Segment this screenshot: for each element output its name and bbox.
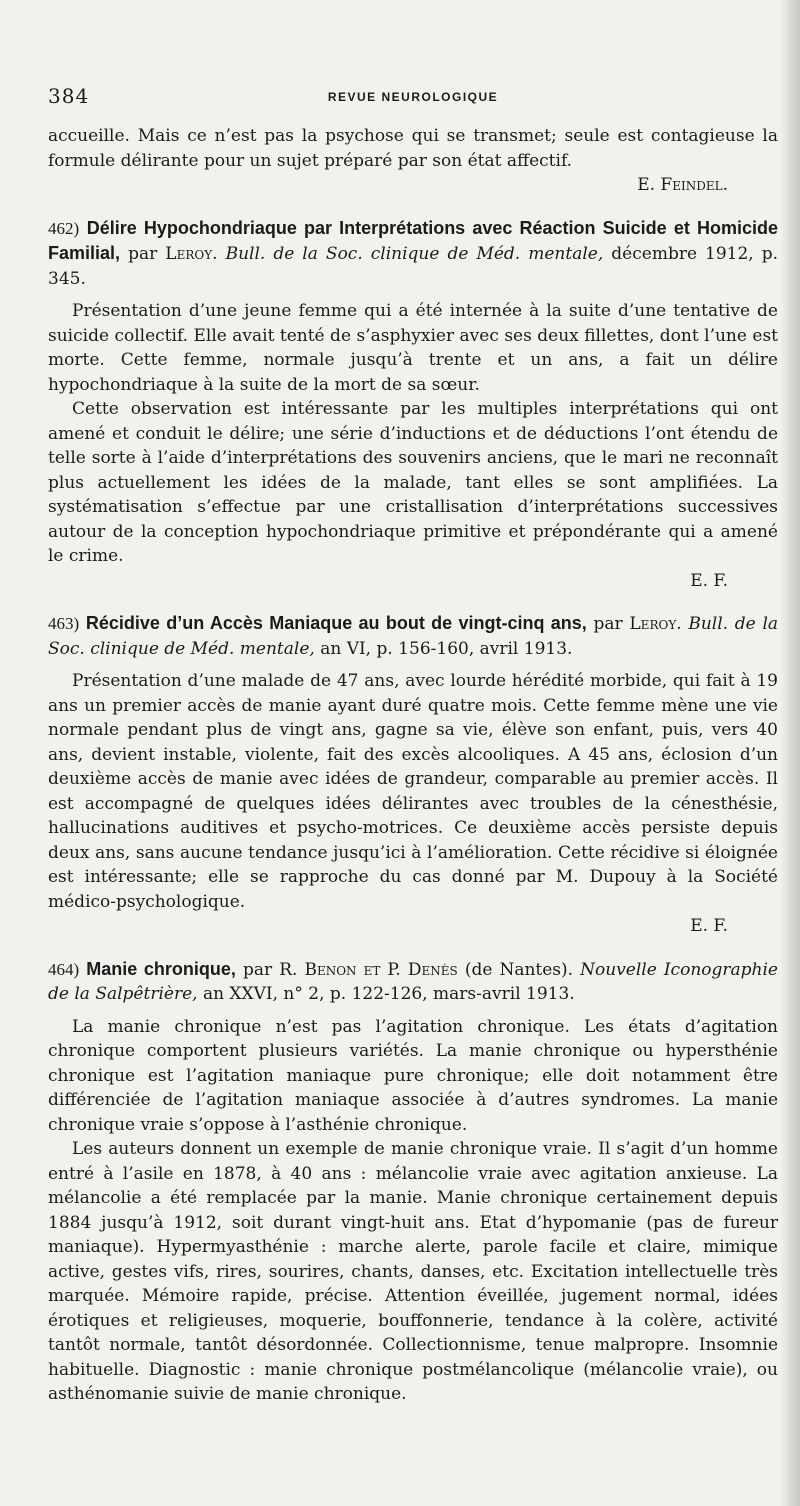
entry-author: Leroy. — [629, 614, 682, 634]
page-edge-shadow — [780, 0, 800, 1506]
entry-number: 464) — [48, 959, 80, 979]
entry-paragraph: Les auteurs donnent un exemple de manie chronique vraie. Il s’agit d’un homme entré à l’asile en 1878, à 40 ans : mélancolie vraie avec agitation anxieuse. La mélancolie a été remplacée par la manie. Manie chronique certainement depuis 1884 jusqu’à 1912, soit durant vingt-huit ans. Etat d’hypomanie (pas de fureur maniaque). Hypermyasthénie : marche alerte, parole facile et claire, mimique active, gestes vifs, rires, sourires, chants, danses, etc. Excitation intellectuelle très marquée. Mémoire rapide, précise. Attention éveillée, jugement normal, idées érotiques et religieuses, moquerie, bouffonnerie, tendance à la colère, activité tantôt normale, tantôt désordonnée. Collectionnisme, tenue malpropre. Insomnie habituelle. Diagnostic : manie chronique postmélancolique (mélancolie vraie), ou asthénomanie suivie de manie chronique. — [48, 1139, 778, 1404]
entry-journal: Bull. de la Soc. clinique de Méd. mentale, — [48, 614, 779, 659]
entry-number: 463) — [48, 614, 80, 633]
entry-author: Leroy. — [165, 244, 218, 264]
entry-464-heading — [48, 957, 778, 1007]
entry-author: R. Benon et P. Denès — [279, 959, 458, 980]
entry-462 — [48, 216, 778, 594]
entry-title: Récidive d’un Accès Maniaque au bout de vingt-cinq ans, — [85, 613, 587, 633]
page-number: 384 — [48, 84, 90, 108]
intro-signature: E. Feindel. — [637, 175, 728, 195]
byline-prefix: par — [242, 959, 273, 980]
byline-prefix: par — [128, 244, 158, 264]
entry-paragraph: Présentation d’une jeune femme qui a été internée à la suite d’une tentative de suicide collectif. Elle avait tenté de s’asphyxier avec ses deux fillettes, dont l’une est morte. Cette femme, normale jusqu’à trente et un ans, a fait un délire hypochondriaque à la suite de la mort de sa sœur. — [48, 301, 778, 395]
intro-section — [48, 124, 778, 198]
entry-title: Manie chronique, — [86, 958, 236, 979]
running-head: REVUE NEUROLOGIQUE — [327, 90, 499, 104]
entry-462-heading — [48, 216, 778, 292]
entry-author-suffix: (de Nantes). — [464, 959, 574, 980]
journal-page — [48, 84, 778, 1484]
entry-paragraph: Présentation d’une malade de 47 ans, avec lourde hérédité morbide, qui fait à 19 ans un premier accès de manie ayant duré quatre mois. Cette femme mène une vie normale pendant plus de vingt ans, gagne sa vie, élève son enfant, puis, vers 40 ans, devient instable, violente, fait des excès alcooliques. A 45 ans, éclosion d’un deuxième accès de manie avec idées de grandeur, comparable au premier accès. Il est accompagné de quelques idées délirantes avec troubles de la cénesthésie, hallucinations auditives et psycho-motrices. Ce deuxième accès persiste depuis deux ans, sans aucune tendance jusqu’ici à l’amélioration. Cette récidive si éloignée est intéressante; elle se rapproche du cas donné par M. Dupouy à la Société médico-psychologique. — [48, 671, 778, 912]
entry-463 — [48, 611, 778, 939]
entry-paragraph: La manie chronique n’est pas l’agitation chronique. Les états d’agitation chronique comportent plusieurs variétés. La manie chronique ou hypersthénie chronique est l’agitation maniaque pure chronique; elle doit notamment être différenciée de l’agitation maniaque associée à d’autres syndromes. La manie chronique vraie s’oppose à l’asthénie chronique. — [48, 1016, 778, 1135]
entry-citation: an VI, p. 156-160, avril 1913. — [320, 638, 573, 659]
entry-463-heading — [48, 611, 778, 661]
entry-citation: an XXVI, n° 2, p. 122-126, mars-avril 1913. — [202, 984, 575, 1004]
entry-paragraph: Cette observation est intéressante par les multiples interprétations qui ont amené et conduit le délire; une série d’inductions et de déductions l’ont étendu de telle sorte à l’aide d’interprétations des souvenirs anciens, que le mari ne reconnaît plus actuellement les idées de la malade, tant elles se sont amplifiées. La systématisation s’effectue par une cristallisation d’interprétations successives autour de la conception hypochondriaque primitive et prépondérante qui a amené le crime. — [48, 399, 778, 566]
entry-journal: Nouvelle Iconographie de la Salpêtrière, — [48, 959, 778, 1004]
entry-signature: E. F. — [690, 916, 728, 936]
entry-number: 462) — [48, 218, 80, 238]
byline-prefix: par — [593, 614, 623, 634]
entry-signature: E. F. — [690, 570, 728, 591]
entry-464 — [48, 957, 778, 1407]
entry-journal: Bull. de la Soc. clinique de Méd. mentale, — [225, 244, 604, 264]
page-header — [48, 84, 778, 114]
entry-citation: décembre 1912, p. 345. — [48, 244, 779, 289]
intro-paragraph: accueille. Mais ce n’est pas la psychose qui se transmet; seule est contagieuse la formule délirante pour un sujet préparé par son état affectif. — [48, 126, 778, 171]
entry-title: Délire Hypochondriaque par Interprétations avec Réaction Suicide et Homicide Familial, — [48, 217, 778, 263]
